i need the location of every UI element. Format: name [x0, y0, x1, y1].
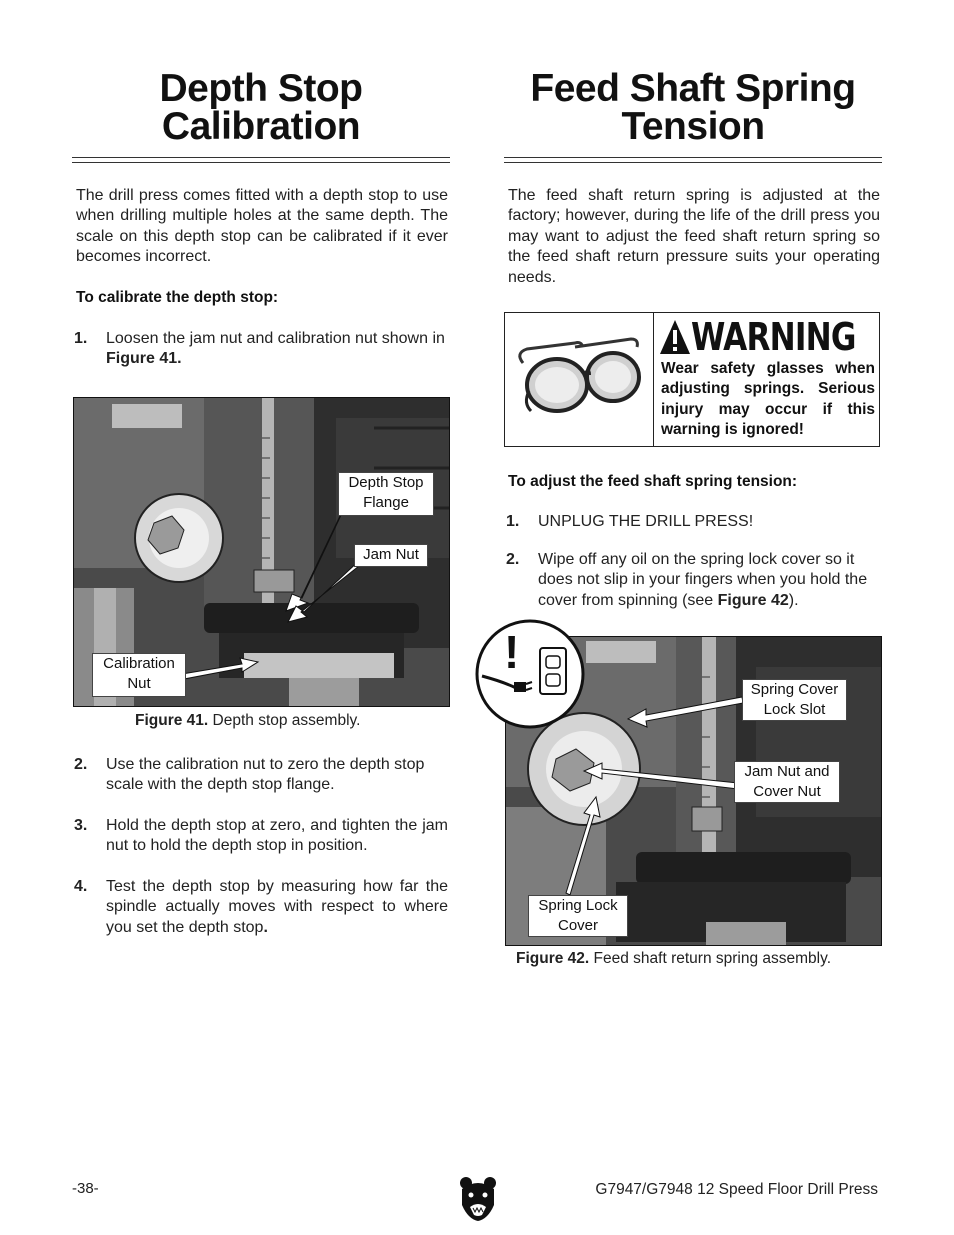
figure-41-caption: Figure 41. Depth stop assembly. — [135, 712, 361, 729]
unplug-warning-icon — [474, 618, 586, 730]
callout-jam-nut-cover-nut: Jam Nut and Cover Nut — [734, 761, 840, 803]
safety-glasses-icon — [505, 313, 654, 446]
model-name: G7947/G7948 12 Speed Floor Drill Press — [595, 1181, 878, 1198]
callout-jam-nut: Jam Nut — [354, 544, 428, 567]
section-title-depth-stop: Depth Stop Calibration — [159, 67, 363, 148]
figure-42-caption: Figure 42. Feed shaft return spring assembly. — [516, 950, 832, 967]
callout-spring-lock-cover: Spring Lock Cover — [528, 895, 628, 937]
figure-41-photo — [73, 397, 450, 707]
intro-paragraph: The feed shaft return spring is adjusted at the factory; however, during the life of the drill press you may want to adjust the feed shaft return spring so the feed shaft return pressure suits your operating needs. — [508, 187, 880, 286]
warning-header — [657, 315, 877, 359]
subheading: To adjust the feed shaft spring tension: — [508, 473, 798, 490]
title-rule — [72, 157, 450, 163]
warning-box — [504, 312, 880, 447]
step-text: Loosen the jam nut and calibration nut shown in — [106, 330, 445, 347]
warning-word: WARNING — [691, 315, 856, 359]
grizzly-bear-logo-icon — [458, 1175, 498, 1223]
title-rule — [504, 157, 882, 163]
svg-text:!: ! — [504, 626, 520, 678]
intro-paragraph: The drill press comes fitted with a depth stop to use when drilling multiple holes at the same depth. The scale on this depth stop can be calibrated if it ever becomes incorrect. — [76, 187, 448, 266]
callout-calibration-nut: Calibration Nut — [92, 653, 186, 697]
warning-text: Wear safety glasses when adjusting springs. Serious injury may occur if this warning is ignored! — [661, 360, 875, 439]
warning-triangle-icon — [659, 319, 691, 355]
callout-depth-stop-flange: Depth Stop Flange — [338, 472, 434, 516]
callout-spring-cover-lock-slot: Spring Cover Lock Slot — [742, 679, 847, 721]
page-number: -38- — [72, 1180, 99, 1197]
section-title-feed-shaft: Feed Shaft Spring Tension — [530, 67, 856, 148]
figure-reference: Figure 41. — [106, 350, 182, 368]
step-number: 1. — [74, 330, 88, 347]
subheading: To calibrate the depth stop: — [76, 289, 279, 306]
